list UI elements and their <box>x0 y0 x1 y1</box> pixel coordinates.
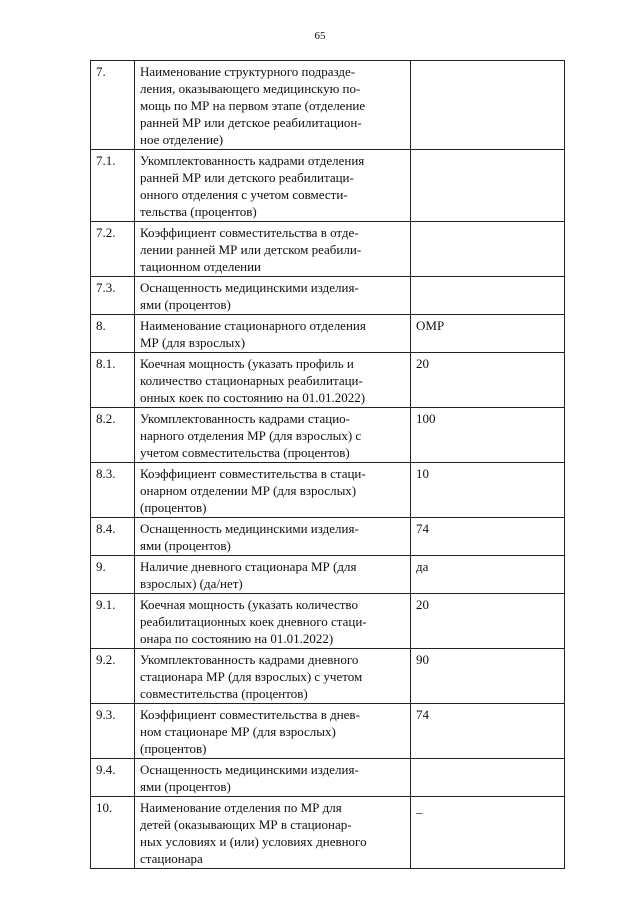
indicator-value: 100 <box>411 408 565 463</box>
indicator-name <box>135 222 411 277</box>
indicator-name-line: ранней МР или детского реабилитаци- <box>140 170 354 185</box>
row-number: 9.4. <box>91 759 135 797</box>
indicator-name <box>135 649 411 704</box>
indicator-name-line: Наименование стационарного отделения <box>140 318 366 333</box>
table-row <box>91 408 565 463</box>
indicator-name <box>135 353 411 408</box>
indicator-name <box>135 61 411 150</box>
indicator-value: 90 <box>411 649 565 704</box>
indicator-name-line: ном стационаре МР (для взрослых) <box>140 724 336 739</box>
indicator-value: 10 <box>411 463 565 518</box>
table-row <box>91 315 565 353</box>
indicator-name-line: онных коек по состоянию на 01.01.2022) <box>140 390 366 405</box>
indicator-name-line: Коэффициент совместительства в отде- <box>140 225 359 240</box>
indicator-name-line: взрослых) (да/нет) <box>140 576 243 591</box>
indicator-value: 20 <box>411 594 565 649</box>
indicator-name-line: Наименование отделения по МР для <box>140 800 342 815</box>
indicator-name-line: ями (процентов) <box>140 297 231 312</box>
indicator-name-line: реабилитационных коек дневного стаци- <box>140 614 367 629</box>
indicator-name-line: Укомплектованность кадрами стацио- <box>140 411 350 426</box>
indicator-name <box>135 797 411 869</box>
indicator-name-line: ями (процентов) <box>140 538 231 553</box>
indicator-name <box>135 277 411 315</box>
table-row <box>91 594 565 649</box>
indicator-name-line: ранней МР или детское реабилитацион- <box>140 115 362 130</box>
table-row <box>91 463 565 518</box>
indicator-value: ОМР <box>411 315 565 353</box>
indicator-name-line: (процентов) <box>140 500 207 515</box>
indicator-table <box>90 60 565 869</box>
indicator-name-line: онного отделения с учетом совмести- <box>140 187 348 202</box>
table-row <box>91 704 565 759</box>
indicator-name-line: тационном отделении <box>140 259 262 274</box>
indicator-value <box>411 150 565 222</box>
indicator-name-line: Коечная мощность (указать профиль и <box>140 356 354 371</box>
indicator-name-line: Оснащенность медицинскими изделия- <box>140 280 359 295</box>
table-row <box>91 222 565 277</box>
indicator-value <box>411 222 565 277</box>
indicator-name-line: совместительства (процентов) <box>140 686 308 701</box>
indicator-value <box>411 759 565 797</box>
row-number: 9.2. <box>91 649 135 704</box>
indicator-value <box>411 277 565 315</box>
indicator-name-line: лении ранней МР или детском реабили- <box>140 242 362 257</box>
indicator-name <box>135 556 411 594</box>
row-number: 8.1. <box>91 353 135 408</box>
indicator-name-line: Укомплектованность кадрами дневного <box>140 652 359 667</box>
indicator-name-line: МР (для взрослых) <box>140 335 246 350</box>
row-number: 9.3. <box>91 704 135 759</box>
indicator-name <box>135 408 411 463</box>
row-number: 10. <box>91 797 135 869</box>
table-row <box>91 759 565 797</box>
indicator-value: 74 <box>411 704 565 759</box>
indicator-name <box>135 518 411 556</box>
row-number: 7.1. <box>91 150 135 222</box>
indicator-value: да <box>411 556 565 594</box>
indicator-name-line: учетом совместительства (процентов) <box>140 445 350 460</box>
indicator-name-line: онарном отделении МР (для взрослых) <box>140 483 357 498</box>
indicator-name <box>135 594 411 649</box>
indicator-name-line: Коэффициент совместительства в стаци- <box>140 466 366 481</box>
indicator-name-line: стационара МР (для взрослых) с учетом <box>140 669 363 684</box>
indicator-name <box>135 463 411 518</box>
row-number: 8.2. <box>91 408 135 463</box>
indicator-value: 20 <box>411 353 565 408</box>
table-row <box>91 61 565 150</box>
indicator-name-line: Укомплектованность кадрами отделения <box>140 153 365 168</box>
indicator-name-line: тельства (процентов) <box>140 204 257 219</box>
indicator-name <box>135 704 411 759</box>
indicator-name-line: стационара <box>140 851 203 866</box>
indicator-name-line: детей (оказывающих МР в стационар- <box>140 817 352 832</box>
row-number: 7.3. <box>91 277 135 315</box>
indicator-name-line: ных условиях и (или) условиях дневного <box>140 834 367 849</box>
row-number: 8.4. <box>91 518 135 556</box>
indicator-name-line: ное отделение) <box>140 132 224 147</box>
table-row <box>91 150 565 222</box>
indicator-name-line: Оснащенность медицинскими изделия- <box>140 762 359 777</box>
table-row <box>91 649 565 704</box>
indicator-name-line: мощь по МР на первом этапе (отделение <box>140 98 366 113</box>
row-number: 9.1. <box>91 594 135 649</box>
row-number: 8. <box>91 315 135 353</box>
indicator-value <box>411 61 565 150</box>
indicator-name-line: количество стационарных реабилитаци- <box>140 373 363 388</box>
table-row <box>91 353 565 408</box>
indicator-name-line: ями (процентов) <box>140 779 231 794</box>
indicator-name <box>135 759 411 797</box>
row-number: 9. <box>91 556 135 594</box>
indicator-table-body <box>91 61 565 869</box>
indicator-name-line: Наличие дневного стационара МР (для <box>140 559 357 574</box>
table-row <box>91 518 565 556</box>
indicator-name-line: ления, оказывающего медицинскую по- <box>140 81 361 96</box>
page-number: 65 <box>314 30 326 42</box>
table-row <box>91 556 565 594</box>
indicator-name-line: (процентов) <box>140 741 207 756</box>
indicator-value: _ <box>411 797 565 869</box>
indicator-value: 74 <box>411 518 565 556</box>
indicator-name <box>135 315 411 353</box>
indicator-name-line: Коэффициент совместительства в днев- <box>140 707 360 722</box>
indicator-name-line: онара по состоянию на 01.01.2022) <box>140 631 334 646</box>
indicator-name <box>135 150 411 222</box>
indicator-name-line: Наименование структурного подразде- <box>140 64 356 79</box>
table-row <box>91 797 565 869</box>
row-number: 7.2. <box>91 222 135 277</box>
row-number: 7. <box>91 61 135 150</box>
row-number: 8.3. <box>91 463 135 518</box>
indicator-name-line: Коечная мощность (указать количество <box>140 597 358 612</box>
indicator-name-line: Оснащенность медицинскими изделия- <box>140 521 359 536</box>
indicator-name-line: нарного отделения МР (для взрослых) с <box>140 428 362 443</box>
table-row <box>91 277 565 315</box>
